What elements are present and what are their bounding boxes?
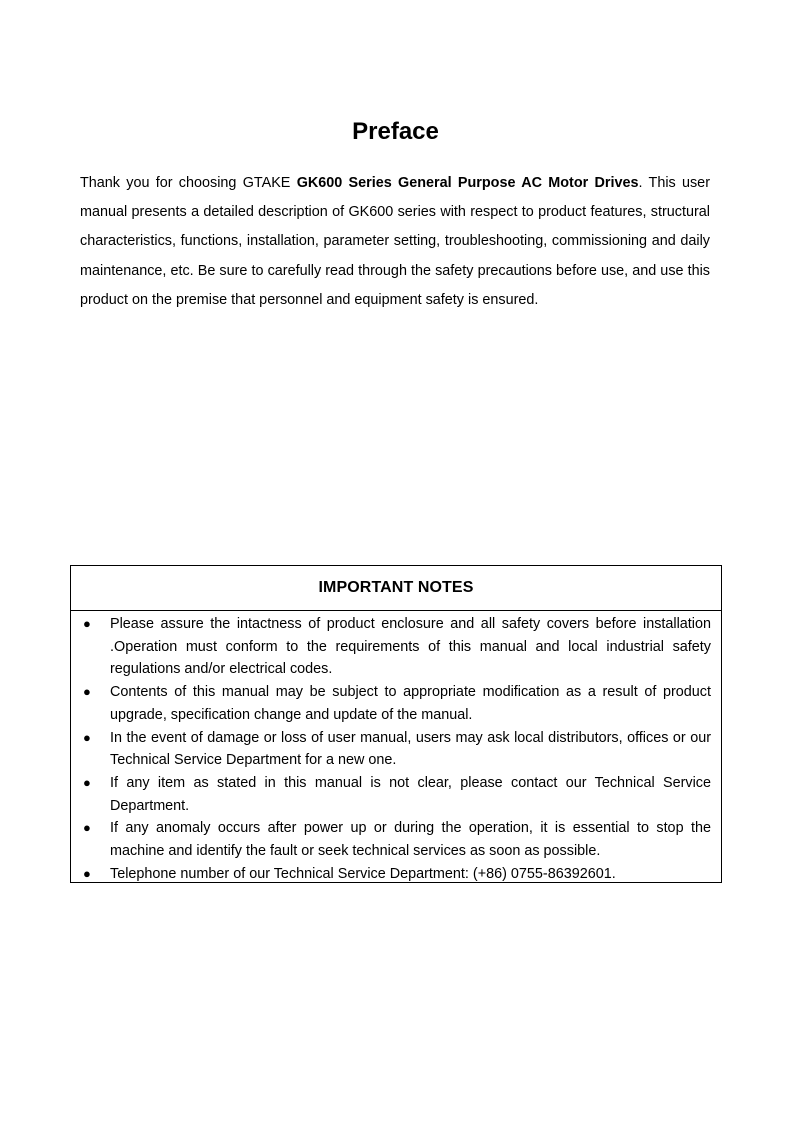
product-name: GK600 Series General Purpose AC Motor Drives	[296, 175, 639, 191]
bullet-icon: ●	[83, 865, 91, 881]
bullet-icon: ●	[83, 616, 91, 631]
note-text: If any anomaly occurs after power up or during the operation, it is essential to stop the machine and identify the fault or seek technical services as soon as possible.	[110, 820, 711, 860]
note-text: Telephone number of our Technical Service Department: (+86) 0755-86392601.	[110, 865, 616, 882]
note-text: Please assure the intactness of product enclosure and all safety covers before installation .Operation must conform to the requirements of this manual and local industrial safety regulations and/or electrical codes.	[110, 616, 711, 678]
note-text: If any item as stated in this manual is not clear, please contact our Technical Service Department.	[110, 774, 711, 814]
preface-intro-paragraph	[80, 169, 710, 315]
note-item	[81, 817, 711, 862]
note-item	[81, 863, 711, 886]
intro-text-start: Thank you for choosing GTAKE	[80, 175, 297, 191]
bullet-icon: ●	[83, 774, 91, 790]
bullet-icon: ●	[83, 684, 91, 700]
note-item	[81, 727, 711, 772]
note-item	[81, 772, 711, 817]
bullet-icon: ●	[83, 729, 91, 745]
important-notes-box	[70, 565, 722, 883]
important-notes-heading: IMPORTANT NOTES	[71, 566, 721, 611]
note-text: In the event of damage or loss of user manual, users may ask local distributors, offices or our Technical Service Department for a new one.	[110, 729, 711, 769]
page-title: Preface	[352, 118, 439, 145]
note-item	[81, 681, 711, 726]
note-item	[81, 613, 711, 681]
bullet-icon: ●	[83, 820, 91, 836]
important-notes-list	[71, 611, 721, 885]
note-text: Contents of this manual may be subject to appropriate modification as a result of product upgrade, specification change and update of the manual.	[110, 684, 711, 723]
intro-text-rest: . This user manual presents a detailed description of GK600 series with respect to product features, structural characteristics, functions, installation, parameter setting, troubleshooting, commissioning and daily maintenance, etc. Be sure to carefully read through the safety precautions before use, and use this product on the premise that personnel and equipment safety is ensured.	[80, 175, 710, 308]
